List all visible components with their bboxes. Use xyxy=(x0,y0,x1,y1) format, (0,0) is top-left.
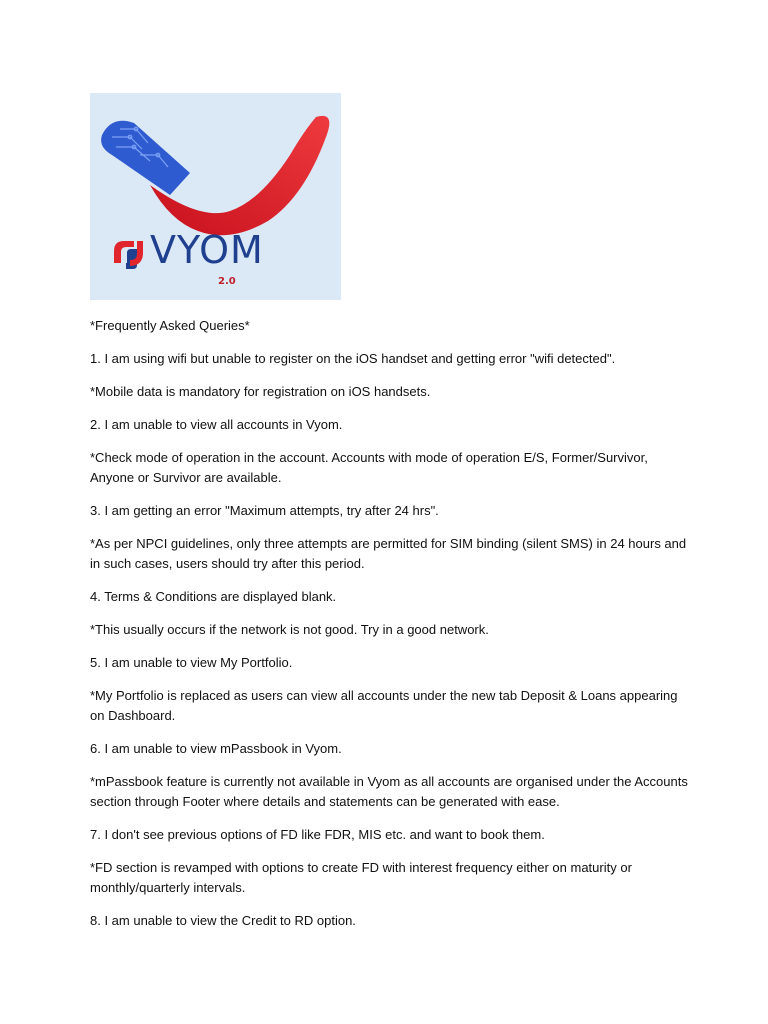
faq-content xyxy=(90,316,690,944)
logo-version: 2.0 xyxy=(218,276,236,287)
faq-item: 3. I am getting an error "Maximum attempts, try after 24 hrs". xyxy=(90,503,439,518)
faq-item: 6. I am unable to view mPassbook in Vyom. xyxy=(90,741,342,756)
faq-item: *mPassbook feature is currently not available in Vyom as all accounts are organised under the Accounts section through Footer where details and statements can be generated with ease. xyxy=(90,774,688,809)
faq-item: 5. I am unable to view My Portfolio. xyxy=(90,655,293,670)
faq-item: *Check mode of operation in the account. Accounts with mode of operation E/S, Former/Survivor, Anyone or Survivor are available. xyxy=(90,450,648,485)
logo-wordmark: VYOM xyxy=(150,228,264,272)
faq-item: *FD section is revamped with options to create FD with interest frequency either on maturity or monthly/quarterly intervals. xyxy=(90,860,632,895)
faq-item: *This usually occurs if the network is not good. Try in a good network. xyxy=(90,622,489,637)
faq-item: *As per NPCI guidelines, only three attempts are permitted for SIM binding (silent SMS) in 24 hours and in such cases, users should try after this period. xyxy=(90,536,687,571)
union-bank-symbol-icon xyxy=(114,241,140,269)
faq-item: *My Portfolio is replaced as users can view all accounts under the new tab Deposit & Loans appearing on Dashboard. xyxy=(90,688,678,723)
faq-heading: *Frequently Asked Queries* xyxy=(90,318,250,333)
faq-item: *Mobile data is mandatory for registration on iOS handsets. xyxy=(90,384,431,399)
faq-item: 7. I don't see previous options of FD like FDR, MIS etc. and want to book them. xyxy=(90,827,545,842)
vyom-logo xyxy=(90,93,341,300)
faq-item: 1. I am using wifi but unable to register on the iOS handset and getting error "wifi detected". xyxy=(90,351,616,366)
faq-item: 2. I am unable to view all accounts in Vyom. xyxy=(90,417,343,432)
faq-item: 8. I am unable to view the Credit to RD option. xyxy=(90,913,356,928)
faq-item: 4. Terms & Conditions are displayed blank. xyxy=(90,589,337,604)
